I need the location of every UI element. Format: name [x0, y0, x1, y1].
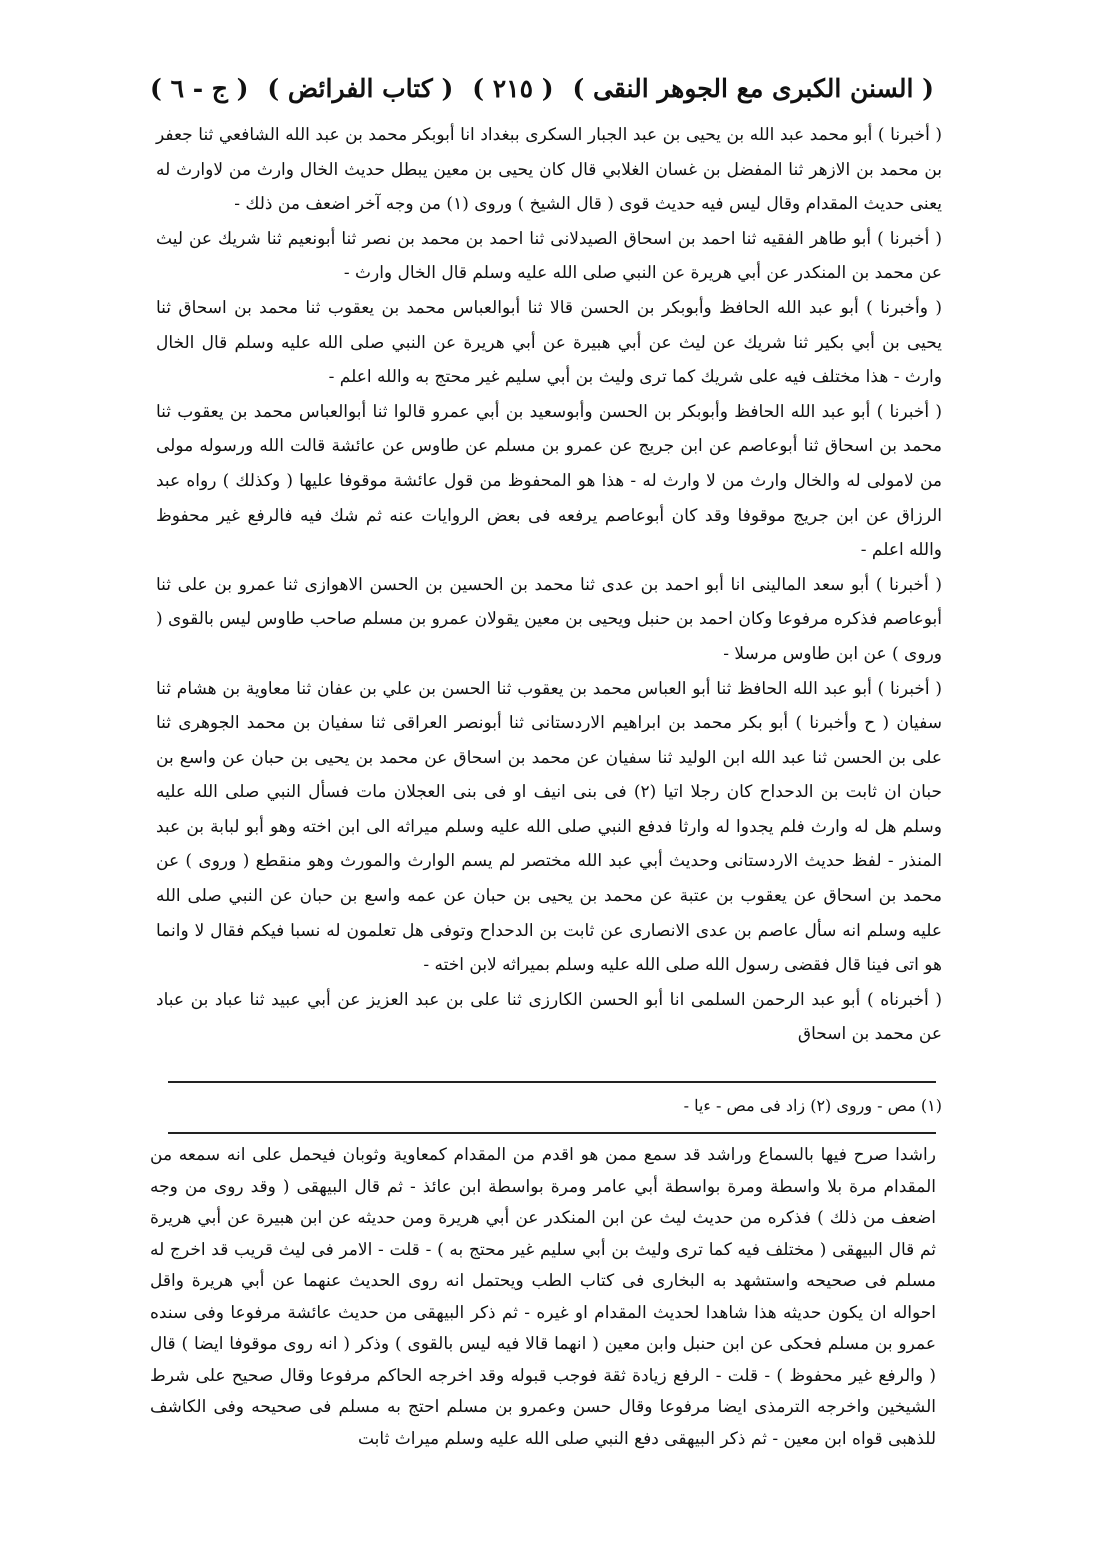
- commentary-text: [150, 1140, 936, 1455]
- chapter-title: ( كتاب الفرائض ): [267, 73, 454, 103]
- page-header: [150, 66, 934, 110]
- hadith-paragraph: ( أخبرنا ) أبو سعد المالينى انا أبو احمد بن عدى ثنا محمد بن الحسين بن الحسن الاهوازى ثنا عمرو بن على ثنا أبوعاصم فذكره مرفوعا وكان احمد بن حنبل ويحيى بن معين يقولان عمرو بن مسلم صاحب طاوس ليس بالقوى ( وروى ) عن ابن طاوس مرسلا -: [156, 574, 942, 664]
- page-number: ( ٢١٥ ): [472, 73, 554, 103]
- main-text: [156, 118, 942, 1052]
- footnote: (١) مص - وروى (٢) زاد فى مص - ءيا -: [683, 1096, 942, 1115]
- hadith-paragraph: ( أخبرنا ) أبو طاهر الفقيه ثنا احمد بن اسحاق الصيدلانى ثنا احمد بن محمد بن نصر ثنا أبونعيم ثنا شريك عن ليث عن محمد بن المنكدر عن أبي هريرة عن النبي صلى الله عليه وسلم قال الخال وارث -: [156, 228, 942, 284]
- hadith-paragraph: ( أخبرنا ) أبو عبد الله الحافظ ثنا أبو العباس محمد بن يعقوب ثنا الحسن بن علي بن عفان ثنا معاوية بن هشام ثنا سفيان ( ح وأخبرنا ) أبو بكر محمد بن ابراهيم الاردستانى ثنا أبونصر العراقى ثنا سفيان بن محمد الجوهرى ثنا على بن الحسن ثنا عبد الله ابن الوليد ثنا سفيان عن محمد بن اسحاق عن محمد بن يحيى بن حبان عن واسع بن حبان ان ثابت بن الدحداح كان رجلا اتيا (٢) فى بنى انيف او فى بنى العجلان مات فسأل النبي صلى الله عليه وسلم هل له وارث فلم يجدوا له وارثا فدفع النبي صلى الله عليه وسلم ميراثه الى ابن اخته وهو أبو لبابة بن عبد المنذر - لفظ حديث الاردستانى وحديث أبي عبد الله مختصر لم يسم الوارث والمورث وهو منقطع ( وروى ) عن محمد بن اسحاق عن يعقوب بن عتبة عن محمد بن يحيى بن حبان عن عمه واسع بن حبان عن النبي صلى الله عليه وسلم انه سأل عاصم بن عدى الانصارى عن ثابت بن الدحداح وتوفى هل تعلمون له نسبا فيكم فقال لا وانما هو اتى فينا قال فقضى رسول الله صلى الله عليه وسلم بميراثه لابن اخته -: [156, 678, 942, 976]
- hadith-paragraph: ( أخبرنا ) أبو محمد عبد الله بن يحيى بن عبد الجبار السكرى ببغداد انا أبوبكر محمد بن عبد الله الشافعي ثنا جعفر بن محمد بن الازهر ثنا المفضل بن غسان الغلابي قال كان يحيى بن معين يبطل حديث الخال وارث من لاوارث له يعنى حديث المقدام وقال ليس فيه حديث قوى ( قال الشيخ ) وروى (١) من وجه آخر اضعف من ذلك -: [156, 125, 942, 215]
- hadith-paragraph: ( أخبرناه ) أبو عبد الرحمن السلمى انا أبو الحسن الكارزى ثنا على بن عبد العزيز عن أبي عبيد ثنا عباد بن عباد عن محمد بن اسحاق: [156, 989, 943, 1045]
- hadith-paragraph: ( أخبرنا ) أبو عبد الله الحافظ وأبوبكر بن الحسن وأبوسعيد بن أبي عمرو قالوا ثنا أبوالعباس محمد بن يعقوب ثنا محمد بن اسحاق ثنا أبوعاصم عن ابن جريج عن عمرو بن مسلم عن طاوس عن عائشة قالت الله ورسوله مولى من لامولى له والخال وارث من لا وارث له - هذا هو المحفوظ من قول عائشة موقوفا عليها ( وكذلك ) رواه عبد الرزاق عن ابن جريج موقوفا وقد كان أبوعاصم يرفعه فى بعض الروايات عنه ثم شك فيه فالرفع غير محفوظ والله اعلم -: [156, 401, 942, 561]
- volume-number: ( ج - ٦ ): [150, 73, 249, 103]
- commentary-paragraph: راشدا صرح فيها بالسماع وراشد قد سمع ممن هو اقدم من المقدام كمعاوية وثوبان فيحمل على انه سمعه من المقدام مرة بلا واسطة ومرة بواسطة أبي عامر ومرة بواسطة ابن عائذ - ثم قال البيهقى ( وقد روى من وجه اضعف من ذلك ) فذكره من حديث ليث عن ابن المنكدر عن أبي هريرة ومن حديثه عن ابن هبيرة عن أبي هريرة ثم قال البيهقى ( مختلف فيه كما ترى وليث بن أبي سليم غير محتج به ) - قلت - الامر فى ليث قريب قد اخرج له مسلم فى صحيحه واستشهد به البخارى فى كتاب الطب ويحتمل انه روى الحديث عنهما عن أبي هريرة واقل احواله ان يكون حديثه هذا شاهدا لحديث المقدام او غيره - ثم ذكر البيهقى من حديث عائشة مرفوعا وفى سنده عمرو بن مسلم فحكى عن ابن حنبل وابن معين ( انهما قالا فيه ليس بالقوى ) وذكر ( انه روى موقوفا ايضا ) قال ( والرفع غير محفوظ ) - قلت - الرفع زيادة ثقة فوجب قبوله وقد اخرجه الحاكم مرفوعا وقال صحيح على شرط الشيخين واخرجه الترمذى ايضا مرفوعا وقال حسن وعمرو بن مسلم احتج به مسلم فى صحيحه وفى الكاشف للذهبى قواه ابن معين - ثم ذكر البيهقى دفع النبي صلى الله عليه وسلم ميراث ثابت: [150, 1145, 936, 1449]
- footnote-divider: [168, 1081, 936, 1083]
- book-title: ( السنن الكبرى مع الجوهر النقى ): [572, 73, 934, 103]
- commentary-divider: [168, 1132, 936, 1134]
- hadith-paragraph: ( وأخبرنا ) أبو عبد الله الحافظ وأبوبكر بن الحسن قالا ثنا أبوالعباس محمد بن يعقوب ثنا محمد بن اسحاق ثنا يحيى بن أبي بكير ثنا شريك عن ليث عن أبي هبيرة عن أبي هريرة عن النبي صلى الله عليه وسلم قال الخال وارث - هذا مختلف فيه على شريك كما ترى وليث بن أبي سليم غير محتج به والله اعلم -: [156, 297, 942, 388]
